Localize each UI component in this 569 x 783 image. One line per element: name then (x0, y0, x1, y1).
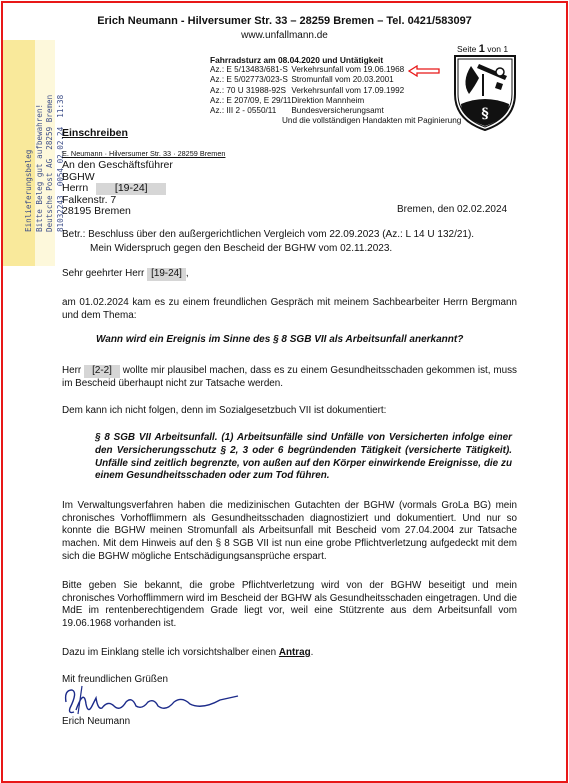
svg-text:§: § (481, 106, 489, 122)
case-row (210, 106, 404, 116)
paragraph-2 (62, 365, 517, 390)
redacted-name: [19-24] (96, 183, 166, 195)
page-prefix: Seite (457, 44, 477, 54)
case-desc: Verkehrsunfall vom 17.09.1992 (291, 85, 405, 95)
letterhead-title: Erich Neumann - Hilversumer Str. 33 – 28259 Bremen – Tel. 0421/583097 (97, 15, 472, 27)
case-footer: Und die vollständigen Handakten mit Paginierung (282, 116, 462, 126)
case-row (210, 75, 404, 85)
paragraph-6 (62, 647, 517, 660)
registered-mail-label: Einschreiben (62, 127, 128, 139)
stamp-line: Deutsche Post AG 28259 Bremen (45, 94, 54, 232)
case-az: Az.: E 5/13483/681-S (210, 65, 288, 75)
p6-suffix: . (310, 647, 314, 658)
closing: Mit freundlichen Grüßen (62, 674, 168, 685)
signature-name: Erich Neumann (62, 716, 131, 727)
case-desc: Direktion Mannheim (291, 95, 365, 105)
case-row (210, 86, 404, 96)
letter-date: Bremen, den 02.02.2024 (397, 204, 508, 215)
letterhead-website[interactable]: www.unfallmann.de (241, 30, 328, 41)
case-row (210, 96, 404, 106)
case-desc: Stromunfall vom 20.03.2001 (291, 75, 394, 85)
stamp-line: 81032243 0054 02.02.24 11:38 (55, 94, 65, 232)
redacted-name: [19-24] (147, 268, 186, 281)
address-line (62, 183, 173, 195)
salutation-text: Sehr geehrter Herr (62, 268, 145, 279)
p2-rest: wollte mir plausibel machen, dass es zu einem Gesundheitsschaden gekommen ist, muss im Bescheid überhaupt nicht zur Tatsache werden. (62, 365, 517, 389)
case-az: Az.: III 2 - 0550/11 (210, 106, 277, 116)
shield-logo-icon (453, 54, 517, 132)
paragraph-3: Dem kann ich nicht folgen, denn im Sozialgesetzbuch VII ist dokumentiert: (62, 405, 387, 416)
subject-line: Mein Widerspruch gegen den Bescheid der BGHW vom 02.11.2023. (90, 243, 393, 254)
address-line: 28195 Bremen (62, 205, 131, 217)
address-line: Falkenstr. 7 (62, 193, 117, 206)
case-az: Az.: E 207/09, E 29/11 (210, 95, 292, 105)
paragraph-5: Bitte geben Sie bekannt, die grobe Pflichtverletzung wird von der BGHW beseitigt und mein chronisches Vorhofflimmern wird im Bescheid der BGHW als Gesundheitsschaden eingetragen. Und die MdE im rentenberechtigendem Grade liegt vor, weil eine Stützrente aus dem Arbeitsunfall vom 19.06.1968 vorhanden ist. (62, 580, 517, 630)
case-row (210, 65, 404, 75)
stamp-line: Einlieferungsbeleg (24, 149, 33, 232)
page-suffix: von 1 (487, 44, 509, 54)
signature-icon (62, 684, 242, 718)
paragraph-4: Im Verwaltungsverfahren haben die medizinischen Gutachten der BGHW (vormals GroLa BG) mein chronisches Vorhofflimmern als Gesundheitsschaden diagnostiziert und dokumentiert. Und nur so konnte die BGHW meinen Stromunfall als Arbeitsunfall mit Bescheid vom 27.04.2004 zur Tatsache machen. Mit dem Hinweis auf den § 8 SGB VII ist nun eine grobe Pflichtverletzung aufgedeckt mit dem sich die BGHW mögliche Entschädigungsansprüche erspart. (62, 500, 517, 562)
paragraph-1: am 01.02.2024 kam es zu einem freundlichen Gespräch mit meinem Sachbearbeiter Herrn Bergmann und dem Thema: (62, 297, 517, 321)
subject (62, 228, 474, 256)
arrow-left-icon (408, 65, 440, 77)
address-salutation: Herrn (62, 182, 89, 194)
address-line: BGHW (62, 170, 95, 183)
antrag-word: Antrag (278, 647, 311, 658)
stamp-line: Bitte Beleg gut aufbewahren! (34, 103, 44, 232)
topic-question: Wann wird ein Ereignis im Sinne des § 8 SGB VII als Arbeitsunfall anerkannt? (96, 334, 464, 345)
page-current: 1 (478, 43, 485, 55)
case-az: Az.: E 5/02773/023-S (210, 75, 288, 85)
salutation (62, 268, 517, 281)
sender-line: E. Neumann · Hilversumer Str. 33 · 28259 Bremen (62, 149, 226, 158)
law-quote: § 8 SGB VII Arbeitsunfall. (1) Arbeitsunfälle sind Unfälle von Versicherten infolge einer den Versicherungsschutz § 2, 3 oder 6 begründenden Tätigkeit (versicherte Tätigkeit). Unfälle sind zeitlich begrenzte, von außen auf den Körper einwirkende Ereignisse, die zu einem Gesundheitsschaden oder zum Tod führen. (95, 432, 512, 482)
case-desc: Bundesversicherungsamt (291, 106, 384, 116)
case-az: Az.: 70 U 31988-92S (210, 85, 287, 95)
salutation-comma: , (185, 268, 189, 279)
recipient-address (62, 160, 173, 218)
case-title: Fahrradsturz am 08.04.2020 und Untätigkeit (210, 55, 384, 65)
p2-prefix: Herr (62, 365, 82, 376)
address-line: An den Geschäftsführer (62, 159, 173, 171)
case-reference-table (210, 65, 404, 116)
p6-prefix: Dazu im Einklang stelle ich vorsichtshalber einen (62, 647, 277, 658)
subject-line: Betr.: Beschluss über den außergerichtlichen Vergleich vom 22.09.2023 (Az.: L 14 U 132/21). (62, 229, 475, 240)
postal-stamp-text (24, 95, 66, 232)
case-desc: Verkehrsunfall vom 19.06.1968 (291, 65, 405, 75)
redacted-name: [2-2] (84, 365, 120, 378)
